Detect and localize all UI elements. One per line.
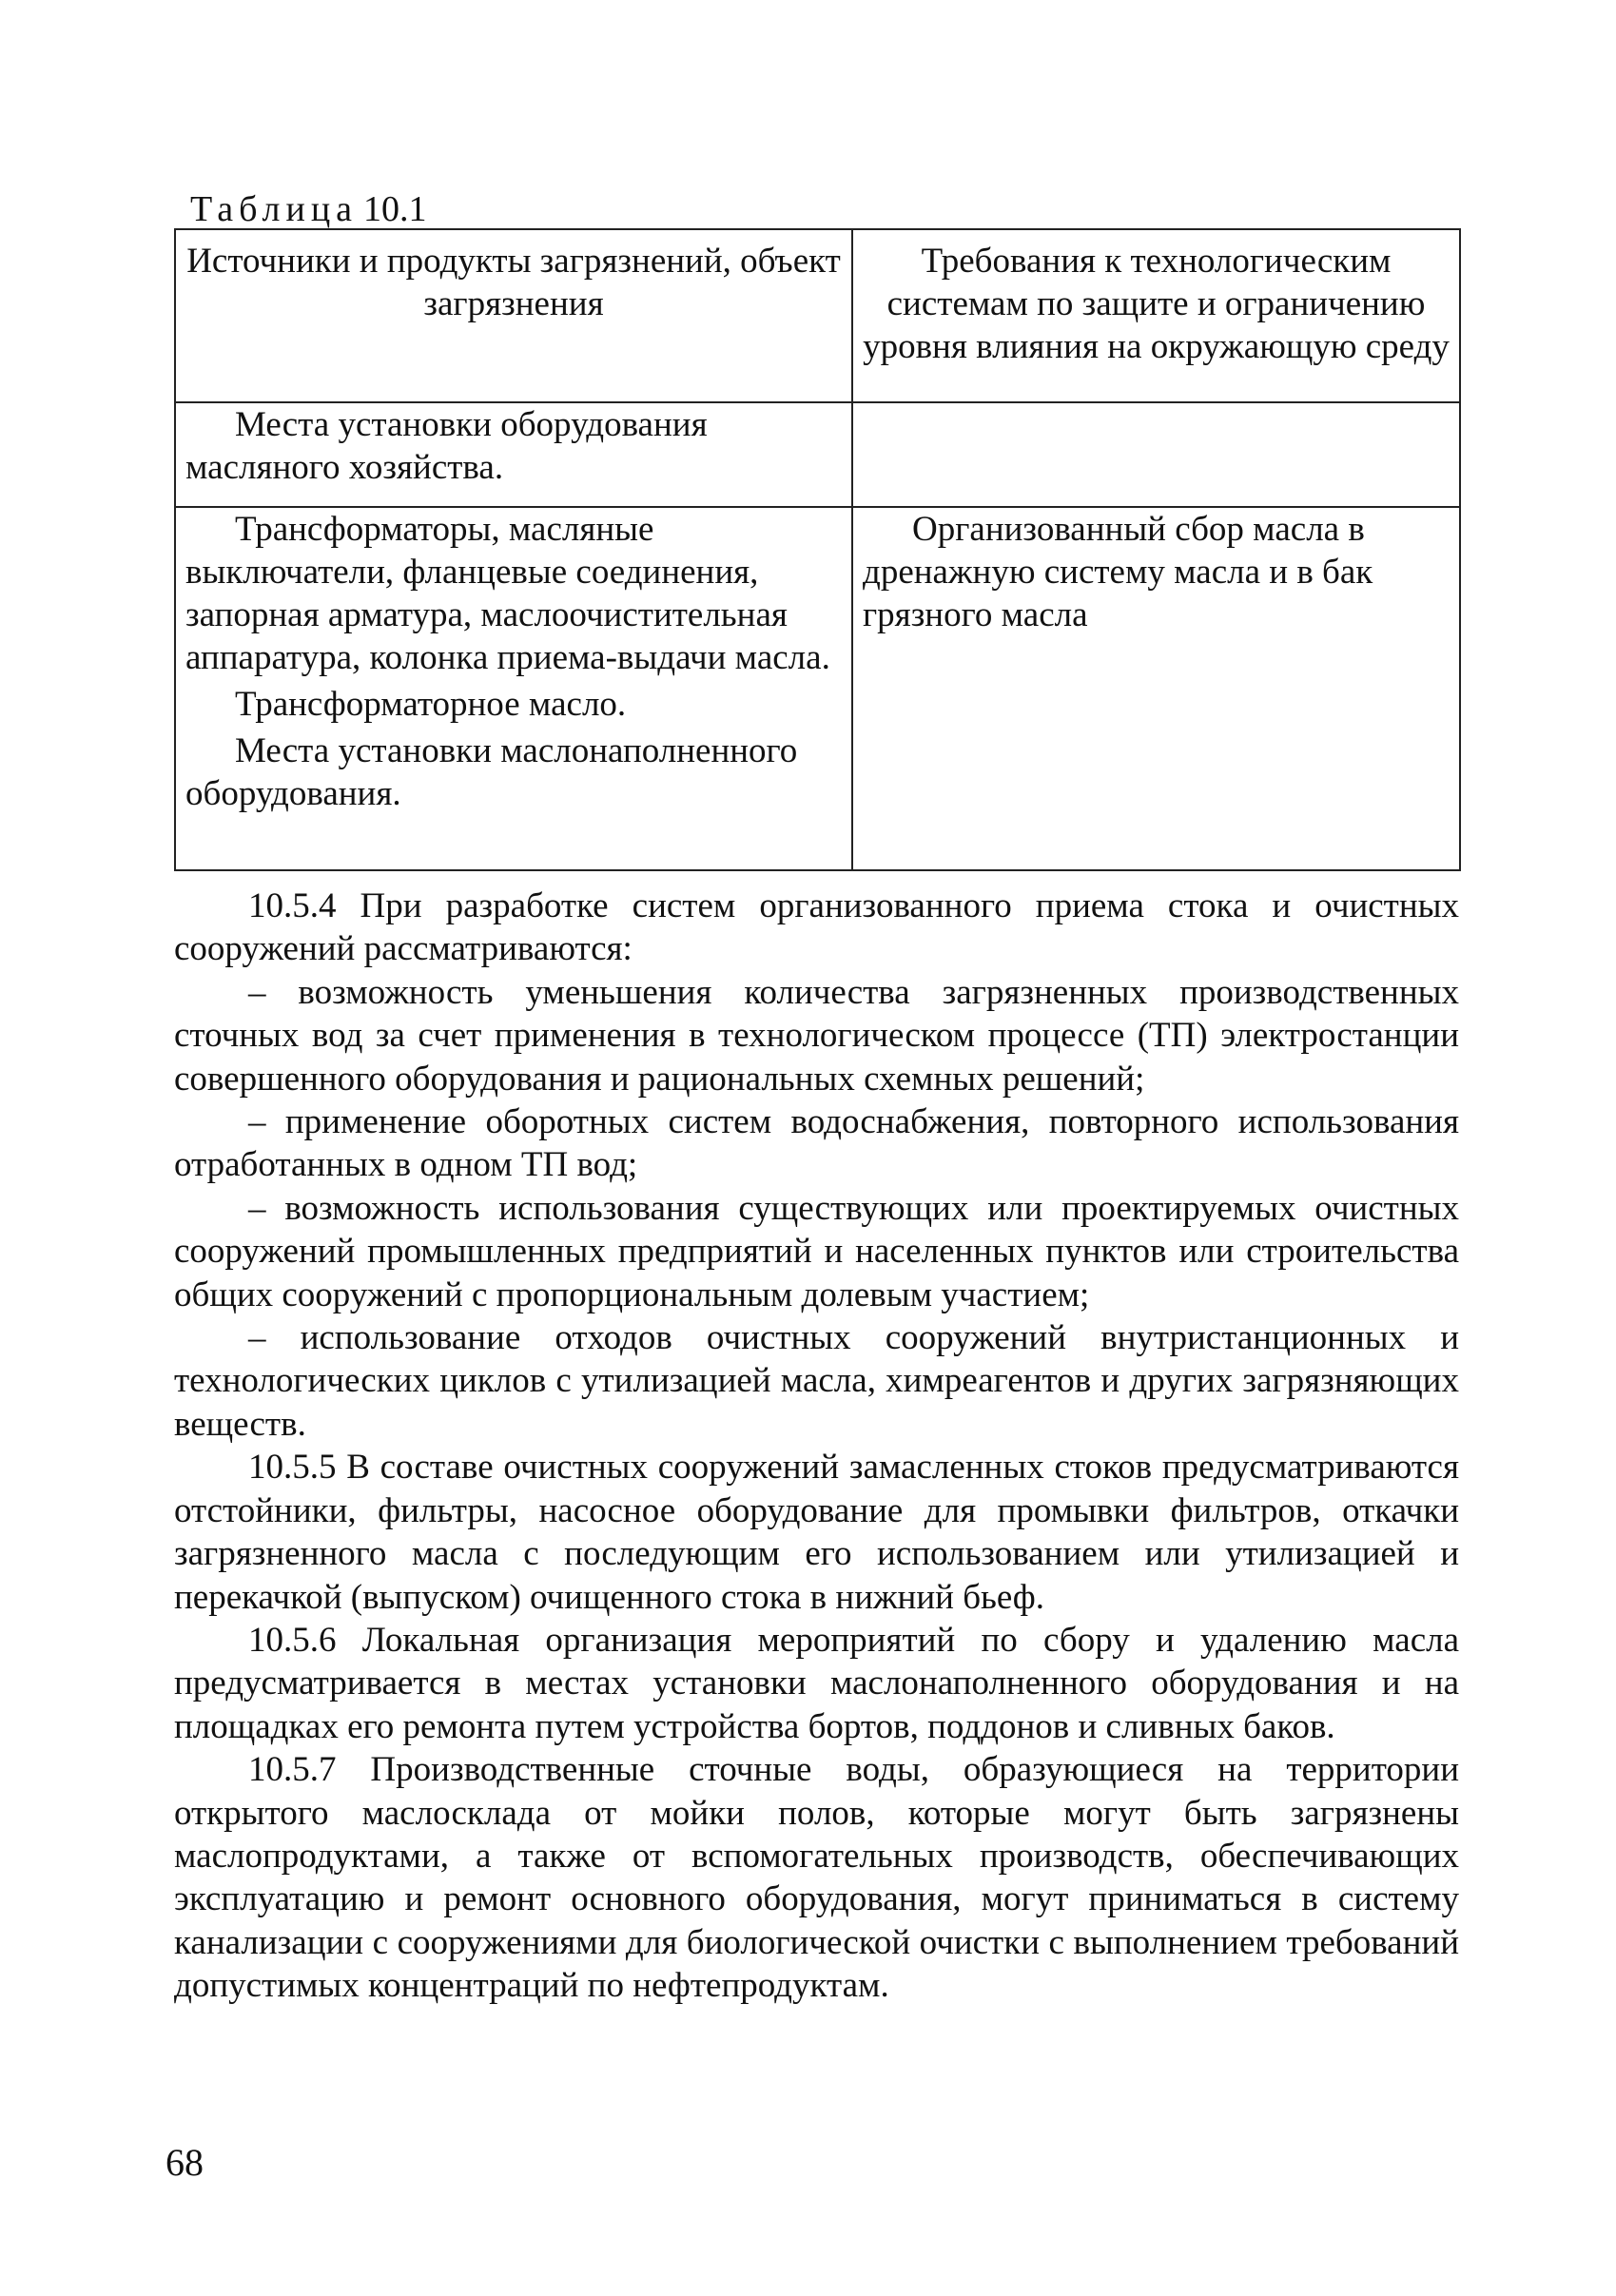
table-cell-sources	[175, 507, 852, 870]
requirements-table	[174, 228, 1461, 871]
cell-paragraph: Трансформаторное масло.	[235, 685, 627, 724]
cell-paragraph: Места установки маслонаполненного оборудования.	[185, 731, 798, 813]
paragraph-10-5-4: 10.5.4 При разработке систем организованного приема стока и очистных сооружений рассматриваются:	[174, 886, 1459, 969]
list-item: – возможность использования существующих или проектируемых очистных сооружений промышленных предприятий и населенных пунктов или строительства общих сооружений с пропорциональным долевым участием;	[174, 1188, 1459, 1314]
cell-paragraph: Трансформаторы, масляные выключатели, фланцевые соединения, запорная арматура, маслоочистительная аппаратура, колонка приема-выдачи масла.	[185, 510, 830, 677]
table-row	[175, 507, 1460, 870]
table-header-sources: Источники и продукты загрязнений, объект загрязнения	[175, 229, 852, 402]
page-number: 68	[165, 2141, 204, 2184]
cell-paragraph: Организованный сбор масла в дренажную систему масла и в бак грязного масла	[863, 510, 1373, 634]
table-caption-number: 10.1	[363, 189, 427, 229]
body-text	[174, 885, 1459, 2008]
table-cell-requirements	[852, 507, 1460, 870]
table-row	[175, 402, 1460, 507]
table-cell-requirements	[852, 402, 1460, 507]
cell-paragraph: Места установки оборудования масляного хозяйства.	[185, 405, 708, 487]
paragraph-10-5-6: 10.5.6 Локальная организация мероприятий по сбору и удалению масла предусматривается в местах установки маслонаполненного оборудования и на площадках его ремонта путем устройства бортов, поддонов и сливных баков.	[174, 1620, 1459, 1746]
table-header-requirements: Требования к технологическим системам по защите и ограничению уровня влияния на окружающую среду	[852, 229, 1460, 402]
paragraph-10-5-7: 10.5.7 Производственные сточные воды, образующиеся на территории открытого маслосклада от мойки полов, которые могут быть загрязнены маслопродуктами, а также от вспомогательных производств, обеспечивающих эксплуатацию и ремонт основного оборудования, могут приниматься в систему канализации с сооружениями для биологической очистки с выполнением требований допустимых концентраций по нефтепродуктам.	[174, 1750, 1459, 2006]
table-caption-label: Таблица	[190, 189, 359, 229]
table-cell-sources	[175, 402, 852, 507]
table-header-row	[175, 229, 1460, 402]
list-item: – возможность уменьшения количества загрязненных производственных сточных вод за счет применения в технологическом процессе (ТП) электростанции совершенного оборудования и рациональных схемных решений;	[174, 972, 1459, 1099]
table-caption	[190, 186, 427, 232]
list-item: – применение оборотных систем водоснабжения, повторного использования отработанных в одном ТП вод;	[174, 1102, 1459, 1185]
list-item: – использование отходов очистных сооружений внутристанционных и технологических циклов с утилизацией масла, химреагентов и других загрязняющих веществ.	[174, 1318, 1459, 1444]
paragraph-10-5-5: 10.5.5 В составе очистных сооружений замасленных стоков предусматриваются отстойники, фильтры, насосное оборудование для промывки фильтров, откачки загрязненного масла с последующим его использованием или утилизацией и перекачкой (выпуском) очищенного стока в нижний бьеф.	[174, 1448, 1459, 1617]
